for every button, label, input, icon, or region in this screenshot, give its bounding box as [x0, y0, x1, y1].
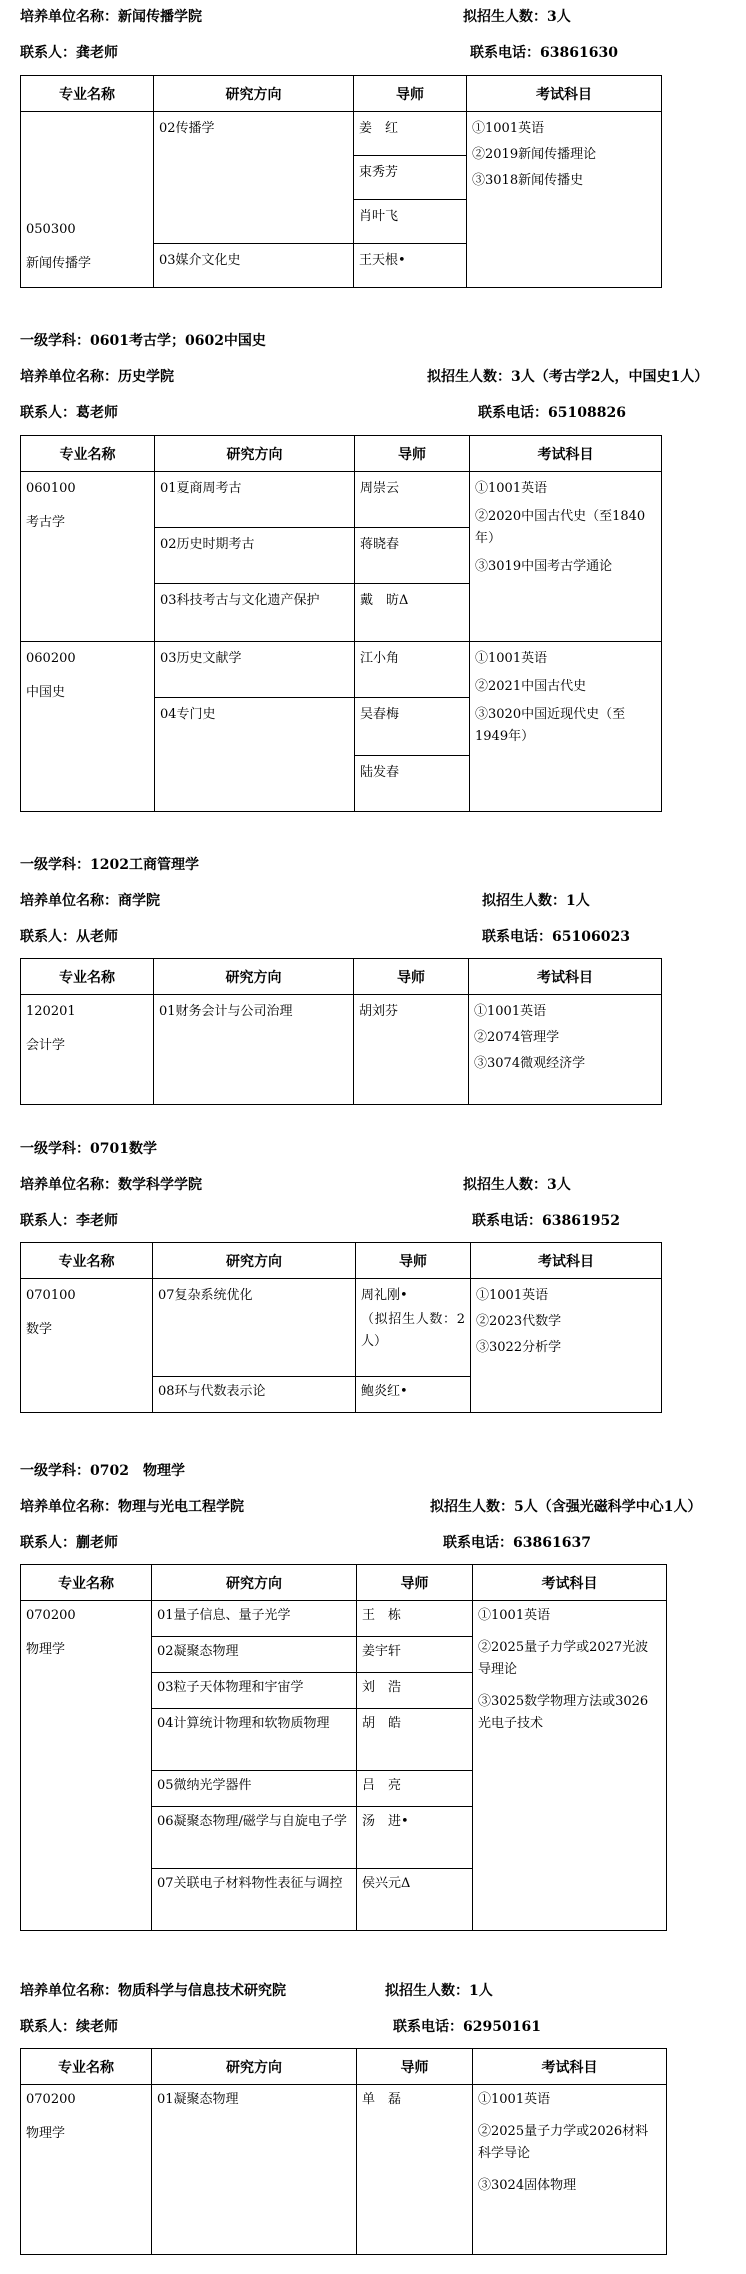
advisor-name: 束秀芳	[359, 165, 399, 180]
advisor-name: 汤 进•	[362, 1814, 409, 1829]
major-cell	[21, 642, 155, 812]
contact-person: 联系人：龚老师	[20, 45, 118, 61]
advisor-cell	[355, 642, 470, 698]
subject-item: ③3025数学物理方法或3026光电子技术	[478, 1694, 649, 1731]
subject-item: ①1001英语	[478, 2092, 551, 2107]
contact-phone: 联系电话：65108826	[478, 405, 626, 421]
major-cell	[21, 995, 154, 1105]
header-major: 专业名称	[21, 436, 155, 472]
direction-label: 05微纳光学器件	[157, 1778, 252, 1793]
enrollment-quota: 拟招生人数：3人	[463, 1177, 571, 1193]
advisor-cell	[356, 1279, 471, 1377]
advisor-cell	[357, 1709, 473, 1771]
contact-person: 联系人：续老师	[20, 2019, 118, 2035]
direction-cell	[152, 1709, 357, 1771]
subject-item: ①1001英语	[476, 1288, 549, 1303]
subject-item: ②2025量子力学或2026材料科学导论	[478, 2124, 649, 2161]
contact-phone: 联系电话：65106023	[482, 929, 630, 945]
direction-label: 02历史时期考古	[160, 537, 255, 552]
advisor-name: 姜 红	[359, 121, 399, 136]
direction-cell	[152, 2085, 357, 2255]
advisor-cell	[356, 1377, 471, 1413]
direction-label: 04专门史	[160, 707, 216, 722]
header-direction: 研究方向	[152, 2049, 357, 2085]
advisor-name: 江小角	[360, 651, 400, 666]
header-major: 专业名称	[21, 2049, 152, 2085]
contact-person: 联系人：蒯老师	[20, 1535, 118, 1551]
contact-person: 联系人：从老师	[20, 929, 118, 945]
major-name: 新闻传播学	[26, 256, 92, 271]
discipline-line: 一级学科：1202工商管理学	[20, 857, 199, 873]
direction-label: 02凝聚态物理	[157, 1644, 239, 1659]
unit-name: 培养单位名称：新闻传播学院	[20, 9, 202, 25]
direction-cell	[155, 584, 355, 642]
enrollment-quota: 拟招生人数：3人（考古学2人，中国史1人）	[427, 369, 709, 385]
advisor-cell	[355, 584, 470, 642]
major-code: 050300	[26, 222, 76, 237]
advisor-name: 侯兴元Δ	[362, 1876, 411, 1891]
advisor-cell	[357, 1637, 473, 1673]
enrollment-quota: 拟招生人数：1人	[385, 1983, 493, 1999]
advisor-name: 胡刘芬	[359, 1004, 399, 1019]
advisor-cell	[354, 244, 467, 288]
header-subjects: 考试科目	[473, 2049, 667, 2085]
header-direction: 研究方向	[153, 1243, 356, 1279]
direction-cell	[153, 1279, 356, 1377]
major-cell	[21, 112, 154, 288]
direction-cell	[152, 1869, 357, 1931]
subjects-cell	[467, 112, 662, 288]
subject-item: ①1001英语	[475, 481, 548, 496]
program-table	[20, 1242, 662, 1413]
subject-item: ②2019新闻传播理论	[472, 147, 597, 162]
advisor-name: 胡 皓	[362, 1716, 402, 1731]
advisor-name: 周礼刚•	[361, 1288, 408, 1303]
subject-item: ②2025量子力学或2027光波导理论	[478, 1640, 649, 1677]
contact-phone: 联系电话：63861952	[472, 1213, 620, 1229]
direction-label: 06凝聚态物理/磁学与自旋电子学	[157, 1814, 347, 1829]
header-subjects: 考试科目	[467, 76, 662, 112]
direction-cell	[152, 1601, 357, 1637]
direction-label: 01财务会计与公司治理	[159, 1004, 293, 1019]
major-cell	[21, 1601, 152, 1931]
direction-cell	[152, 1807, 357, 1869]
direction-label: 02传播学	[159, 121, 215, 136]
direction-label: 08环与代数表示论	[158, 1384, 266, 1399]
header-major: 专业名称	[21, 959, 154, 995]
discipline-line: 一级学科：0702 物理学	[20, 1463, 185, 1479]
program-table	[20, 1564, 667, 1931]
header-advisor: 导师	[356, 1243, 471, 1279]
major-name: 物理学	[26, 2126, 66, 2141]
advisor-note: （拟招生人数：2人）	[361, 1312, 465, 1349]
enrollment-quota: 拟招生人数：3人	[463, 9, 571, 25]
header-major: 专业名称	[21, 1243, 153, 1279]
major-code: 120201	[26, 1004, 76, 1019]
header-direction: 研究方向	[152, 1565, 357, 1601]
direction-label: 01夏商周考古	[160, 481, 242, 496]
header-direction: 研究方向	[155, 436, 355, 472]
subject-item: ①1001英语	[475, 651, 548, 666]
direction-label: 03粒子天体物理和宇宙学	[157, 1680, 304, 1695]
contact-person: 联系人：李老师	[20, 1213, 118, 1229]
header-major: 专业名称	[21, 76, 154, 112]
program-table	[20, 958, 662, 1105]
enrollment-quota: 拟招生人数：5人（含强光磁科学中心1人）	[430, 1499, 702, 1515]
header-major: 专业名称	[21, 1565, 152, 1601]
program-table	[20, 435, 662, 812]
header-advisor: 导师	[354, 959, 469, 995]
header-subjects: 考试科目	[473, 1565, 667, 1601]
advisor-cell	[357, 1771, 473, 1807]
header-direction: 研究方向	[154, 959, 354, 995]
unit-name: 培养单位名称：数学科学学院	[20, 1177, 202, 1193]
subject-item: ②2021中国古代史	[475, 679, 587, 694]
subjects-cell	[470, 642, 662, 812]
major-cell	[21, 472, 155, 642]
advisor-cell	[355, 528, 470, 584]
subjects-cell	[470, 472, 662, 642]
major-code: 060200	[26, 651, 76, 666]
major-cell	[21, 2085, 152, 2255]
advisor-cell	[355, 472, 470, 528]
advisor-cell	[357, 1807, 473, 1869]
unit-name: 培养单位名称：物理与光电工程学院	[20, 1499, 244, 1515]
subjects-cell	[473, 1601, 667, 1931]
advisor-cell	[354, 156, 467, 200]
major-name: 考古学	[26, 515, 66, 530]
subject-item: ②2020中国古代史（至1840年）	[475, 509, 646, 546]
advisor-cell	[357, 1673, 473, 1709]
unit-name: 培养单位名称：商学院	[20, 893, 160, 909]
unit-name: 培养单位名称：历史学院	[20, 369, 174, 385]
advisor-name: 吕 亮	[362, 1778, 402, 1793]
advisor-name: 鲍炎红•	[361, 1384, 408, 1399]
advisor-name: 王 栋	[362, 1608, 402, 1623]
advisor-cell	[354, 995, 469, 1105]
discipline-line: 一级学科：0701数学	[20, 1141, 157, 1157]
subject-item: ③3019中国考古学通论	[475, 559, 613, 574]
direction-label: 04计算统计物理和软物质物理	[157, 1716, 330, 1731]
header-subjects: 考试科目	[470, 436, 662, 472]
subject-item: ①1001英语	[472, 121, 545, 136]
major-code: 070200	[26, 1608, 76, 1623]
subject-item: ③3020中国近现代史（至1949年）	[475, 707, 626, 744]
major-cell	[21, 1279, 153, 1413]
header-direction: 研究方向	[154, 76, 354, 112]
advisor-cell	[357, 1601, 473, 1637]
advisor-cell	[354, 112, 467, 156]
program-table	[20, 2048, 667, 2255]
advisor-name: 戴 昉Δ	[360, 593, 409, 608]
subject-item: ①1001英语	[478, 1608, 551, 1623]
direction-cell	[155, 528, 355, 584]
discipline-line: 一级学科：0601考古学；0602中国史	[20, 333, 266, 349]
direction-label: 01量子信息、量子光学	[157, 1608, 291, 1623]
advisor-name: 周崇云	[360, 481, 400, 496]
major-name: 中国史	[26, 685, 66, 700]
advisor-name: 刘 浩	[362, 1680, 402, 1695]
advisor-name: 姜宇轩	[362, 1644, 402, 1659]
major-name: 数学	[26, 1322, 53, 1337]
advisor-name: 单 磊	[362, 2092, 402, 2107]
direction-cell	[154, 112, 354, 244]
advisor-name: 肖叶飞	[359, 209, 399, 224]
advisor-name: 王天根•	[359, 253, 406, 268]
subject-item: ③3018新闻传播史	[472, 173, 584, 188]
direction-label: 03科技考古与文化遗产保护	[160, 593, 320, 608]
enrollment-quota: 拟招生人数：1人	[482, 893, 590, 909]
direction-label: 07关联电子材料物性表征与调控	[157, 1876, 343, 1891]
contact-phone: 联系电话：63861637	[443, 1535, 591, 1551]
direction-cell	[154, 995, 354, 1105]
advisor-cell	[355, 698, 470, 756]
advisor-cell	[354, 200, 467, 244]
advisor-name: 吴春梅	[360, 707, 400, 722]
subject-item: ③3022分析学	[476, 1340, 562, 1355]
direction-label: 03历史文献学	[160, 651, 242, 666]
advisor-name: 蒋晓春	[360, 537, 400, 552]
advisor-name: 陆发春	[360, 765, 400, 780]
major-code: 060100	[26, 481, 76, 496]
subject-item: ②2074管理学	[474, 1030, 560, 1045]
direction-label: 01凝聚态物理	[157, 2092, 239, 2107]
advisor-cell	[357, 2085, 473, 2255]
subjects-cell	[473, 2085, 667, 2255]
major-name: 物理学	[26, 1642, 66, 1657]
header-subjects: 考试科目	[469, 959, 662, 995]
major-code: 070200	[26, 2092, 76, 2107]
direction-cell	[155, 642, 355, 698]
major-code: 070100	[26, 1288, 76, 1303]
subjects-cell	[471, 1279, 662, 1413]
direction-cell	[155, 698, 355, 812]
header-advisor: 导师	[355, 436, 470, 472]
contact-phone: 联系电话：62950161	[393, 2019, 541, 2035]
direction-cell	[153, 1377, 356, 1413]
advisor-cell	[357, 1869, 473, 1931]
header-advisor: 导师	[354, 76, 467, 112]
direction-cell	[154, 244, 354, 288]
subject-item: ③3074微观经济学	[474, 1056, 586, 1071]
major-name: 会计学	[26, 1038, 66, 1053]
direction-cell	[152, 1771, 357, 1807]
direction-label: 03媒介文化史	[159, 253, 241, 268]
direction-label: 07复杂系统优化	[158, 1288, 253, 1303]
subject-item: ③3024固体物理	[478, 2178, 577, 2193]
header-advisor: 导师	[357, 2049, 473, 2085]
contact-phone: 联系电话：63861630	[470, 45, 618, 61]
header-subjects: 考试科目	[471, 1243, 662, 1279]
header-advisor: 导师	[357, 1565, 473, 1601]
subject-item: ①1001英语	[474, 1004, 547, 1019]
contact-person: 联系人：葛老师	[20, 405, 118, 421]
advisor-cell	[355, 756, 470, 812]
direction-cell	[152, 1637, 357, 1673]
subjects-cell	[469, 995, 662, 1105]
unit-name: 培养单位名称：物质科学与信息技术研究院	[20, 1983, 286, 1999]
subject-item: ②2023代数学	[476, 1314, 562, 1329]
direction-cell	[155, 472, 355, 528]
program-table	[20, 75, 662, 288]
direction-cell	[152, 1673, 357, 1709]
